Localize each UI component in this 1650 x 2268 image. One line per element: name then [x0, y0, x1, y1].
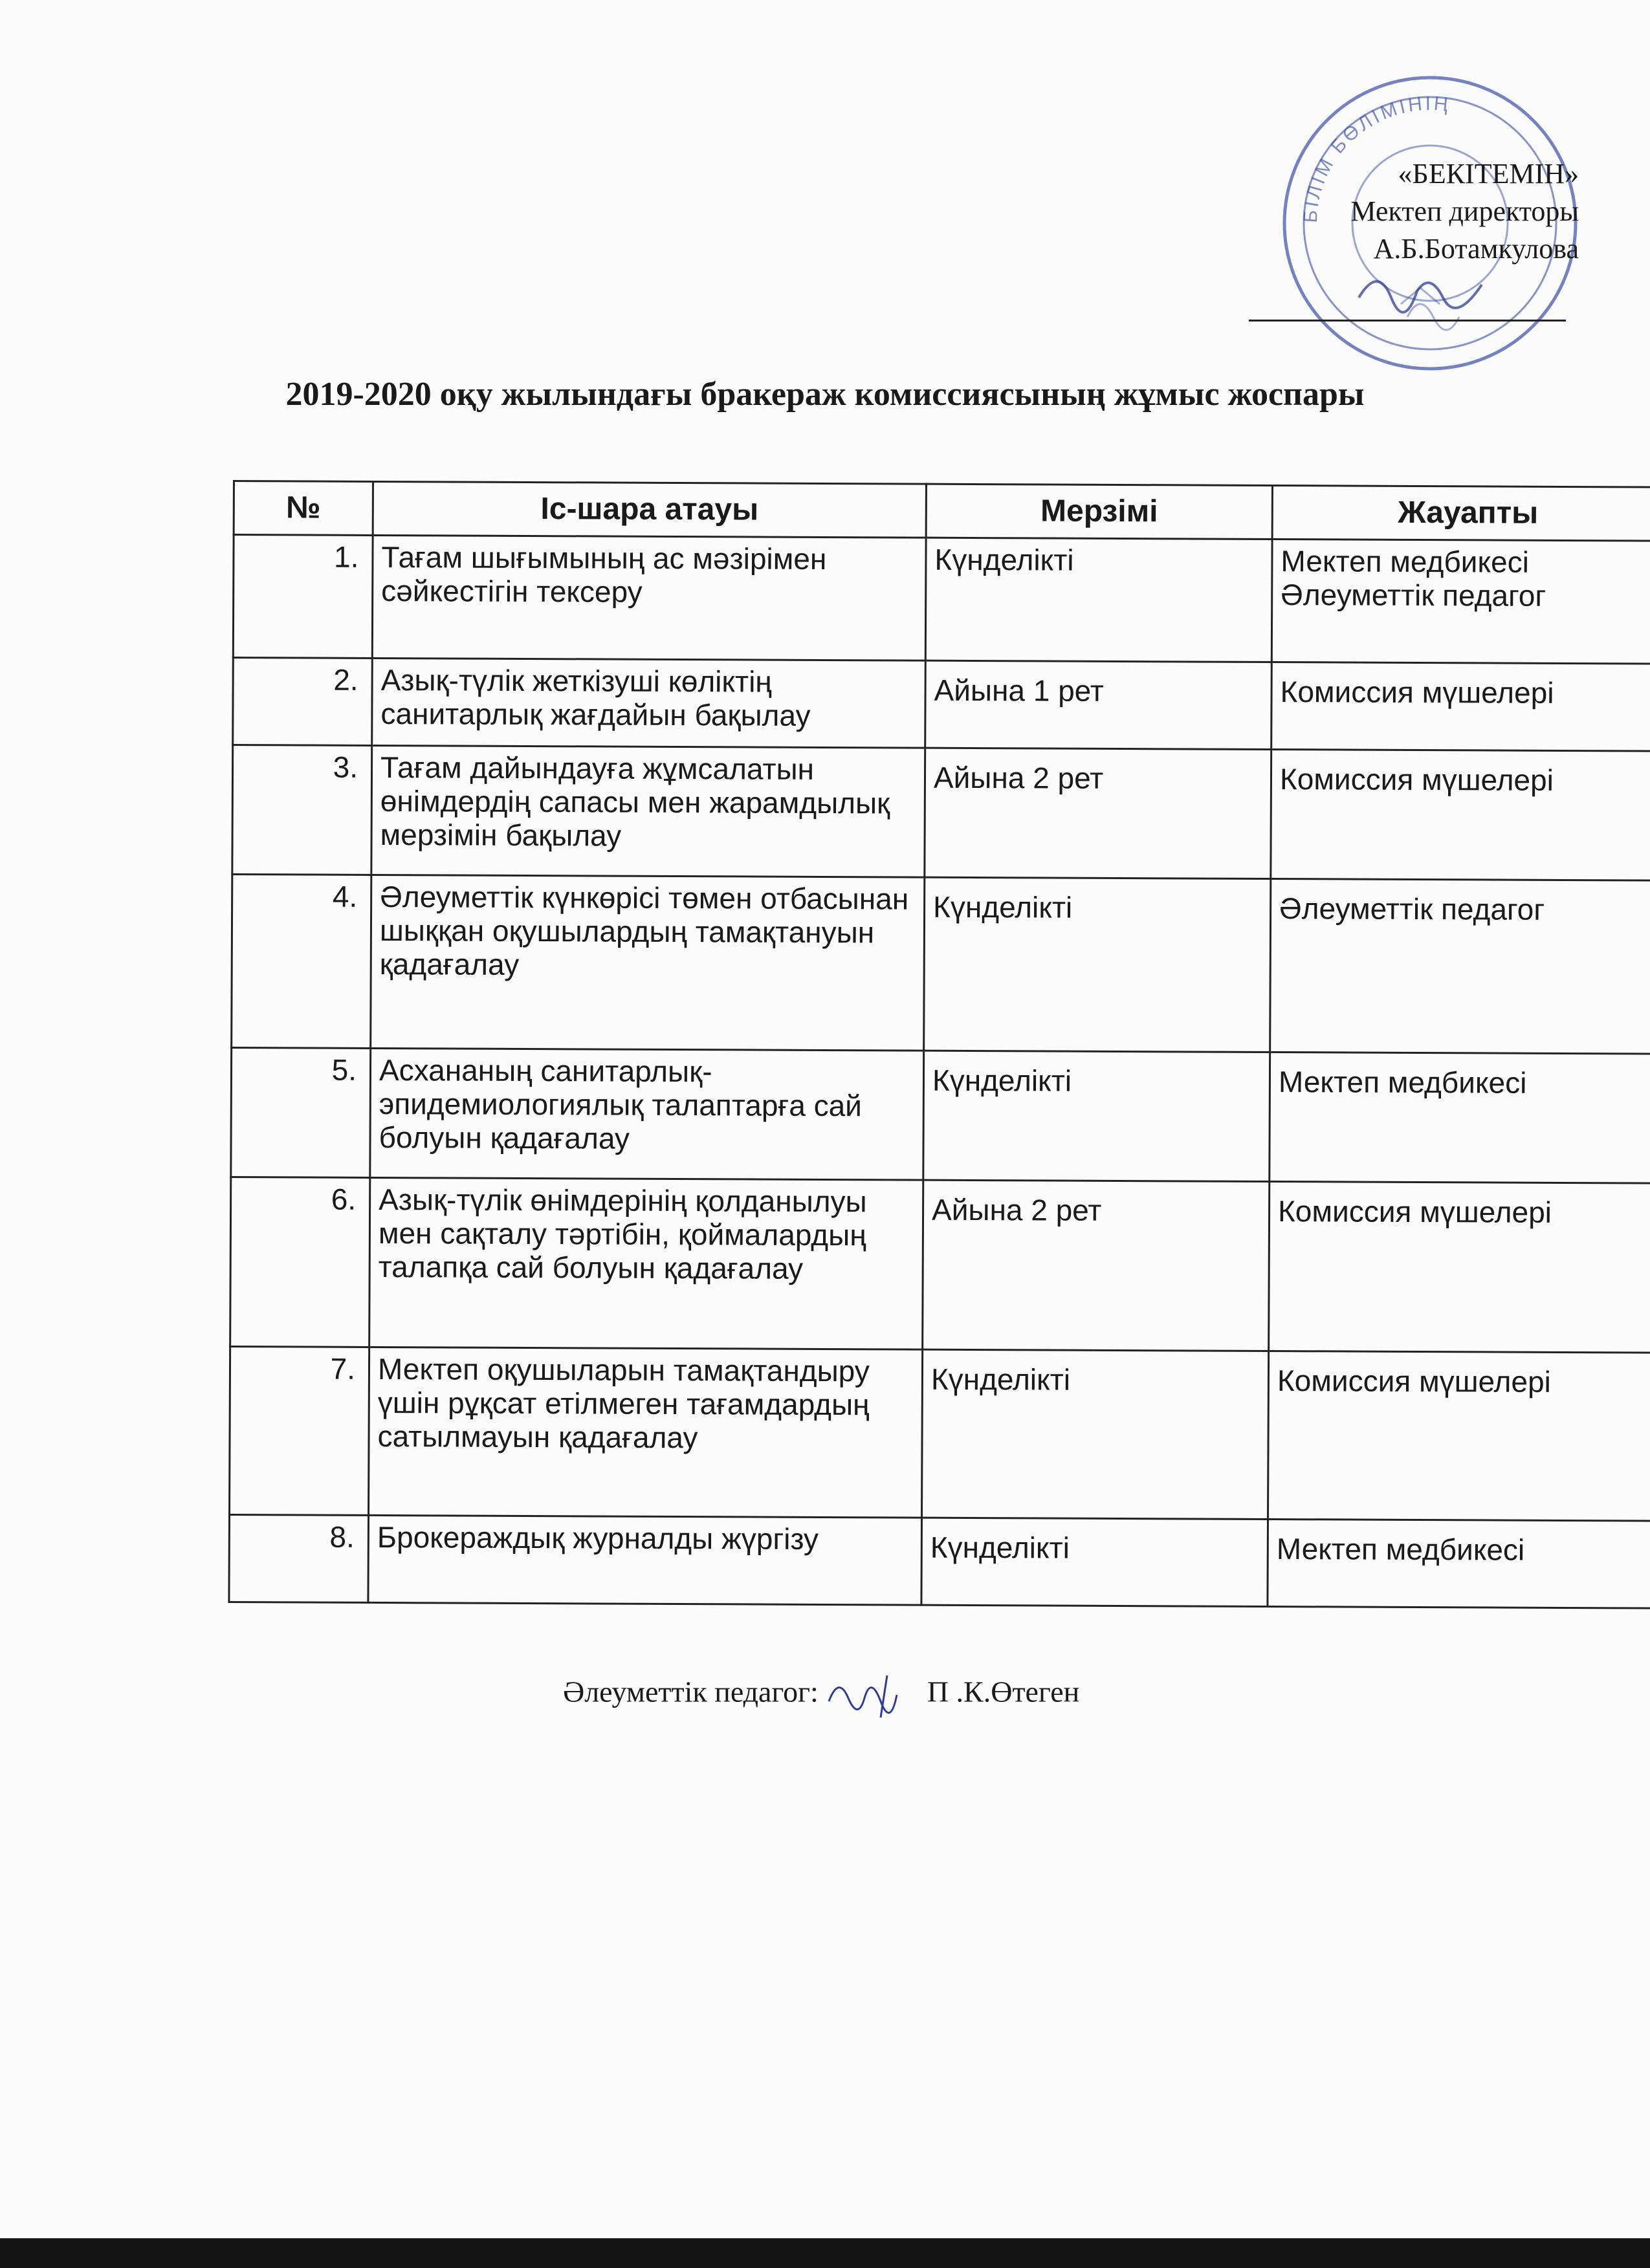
- row-period: Күнделікті: [924, 877, 1271, 1052]
- header-responsible: Жауапты: [1272, 486, 1650, 541]
- row-activity: Әлеуметтік күнкөрісі төмен отбасынан шыққан оқушылардың тамақтануын қадағалау: [371, 875, 925, 1051]
- table-row: [233, 658, 1650, 752]
- row-activity: Тағам шығымының ас мәзірімен сәйкестігін тексеру: [372, 535, 926, 660]
- footer-name: П .К.Өтеген: [927, 1675, 1080, 1708]
- approval-name: А.Б.Ботамкулова: [1373, 233, 1579, 265]
- row-number: 7.: [230, 1346, 369, 1515]
- plan-table: [228, 480, 1650, 1609]
- row-responsible: Әлеуметтік педагог: [1270, 879, 1650, 1054]
- row-activity: Азық-түлік өнімдерінің қолданылуы мен сақталу тәртібін, қоймалардың талапқа сай болуын қадағалау: [369, 1177, 923, 1349]
- row-period: Айына 1 рет: [925, 660, 1272, 749]
- row-activity: Брокераждық журналды жүргізу: [368, 1515, 922, 1605]
- row-activity: Мектеп оқушыларын тамақтандыру үшін рұқсат етілмеген тағамдардың сатылмауын қадағалау: [369, 1347, 923, 1518]
- row-number: 5.: [231, 1047, 371, 1177]
- row-number: 6.: [230, 1177, 370, 1347]
- row-responsible: Комиссия мүшелері: [1271, 750, 1650, 881]
- row-period: Күнделікті: [921, 1518, 1268, 1606]
- table-row: [229, 1514, 1650, 1608]
- table-row: [230, 1177, 1650, 1353]
- footer-role: Әлеуметтік педагог:: [563, 1675, 819, 1708]
- row-responsible: Мектеп медбикесі Әлеуметтік педагог: [1271, 540, 1650, 664]
- row-number: 2.: [233, 658, 373, 746]
- table-row: [233, 535, 1650, 664]
- row-responsible: Комиссия мүшелері: [1269, 1181, 1650, 1353]
- row-period: Күнделікті: [925, 538, 1272, 662]
- row-responsible: Комиссия мүшелері: [1268, 1351, 1650, 1521]
- signature-scribble: [826, 1669, 919, 1721]
- footer-signature: [563, 1669, 1079, 1721]
- row-number: 8.: [229, 1514, 369, 1602]
- header-period: Мерзімі: [926, 484, 1272, 539]
- approval-position: Мектеп директоры: [1350, 195, 1579, 227]
- row-activity: Асхананың санитарлық-эпидемиологиялық талаптарға сай болуын қадағалау: [370, 1048, 924, 1180]
- table-header-row: [234, 481, 1650, 541]
- row-activity: Тағам дайындауға жұмсалатын өнімдердің сапасы мен жарамдылық мерзімін бақылау: [371, 745, 925, 877]
- row-period: Күнделікті: [923, 1051, 1270, 1181]
- row-number: 4.: [232, 875, 371, 1049]
- table-row: [230, 1346, 1650, 1521]
- table-row: [231, 1047, 1650, 1183]
- header-activity: Іс-шара атауы: [373, 481, 926, 538]
- row-activity: Азық-түлік жеткізуші көліктің санитарлық жағдайын бақылау: [372, 658, 926, 748]
- row-period: Айына 2 рет: [925, 748, 1271, 878]
- row-period: Күнделікті: [922, 1349, 1269, 1519]
- scan-border: [0, 2238, 1650, 2268]
- row-number: 3.: [232, 745, 372, 875]
- header-number: №: [234, 481, 373, 536]
- document-title: 2019-2020 оқу жылындағы бракераж комиссиясының жұмыс жоспары: [285, 376, 1365, 413]
- approval-block: [1350, 155, 1579, 268]
- row-responsible: Комиссия мүшелері: [1271, 662, 1650, 752]
- row-period: Айына 2 рет: [923, 1180, 1270, 1351]
- approval-signature-line: [1249, 320, 1566, 322]
- row-responsible: Мектеп медбикесі: [1268, 1519, 1650, 1608]
- table-row: [232, 745, 1650, 881]
- approval-heading: «БЕКІТЕМІН»: [1398, 158, 1579, 190]
- table-row: [232, 875, 1650, 1054]
- stamp-text: БІЛІМ БӨЛІМІНІҢ: [1299, 93, 1452, 224]
- row-number: 1.: [233, 535, 373, 659]
- row-responsible: Мектеп медбикесі: [1270, 1052, 1650, 1184]
